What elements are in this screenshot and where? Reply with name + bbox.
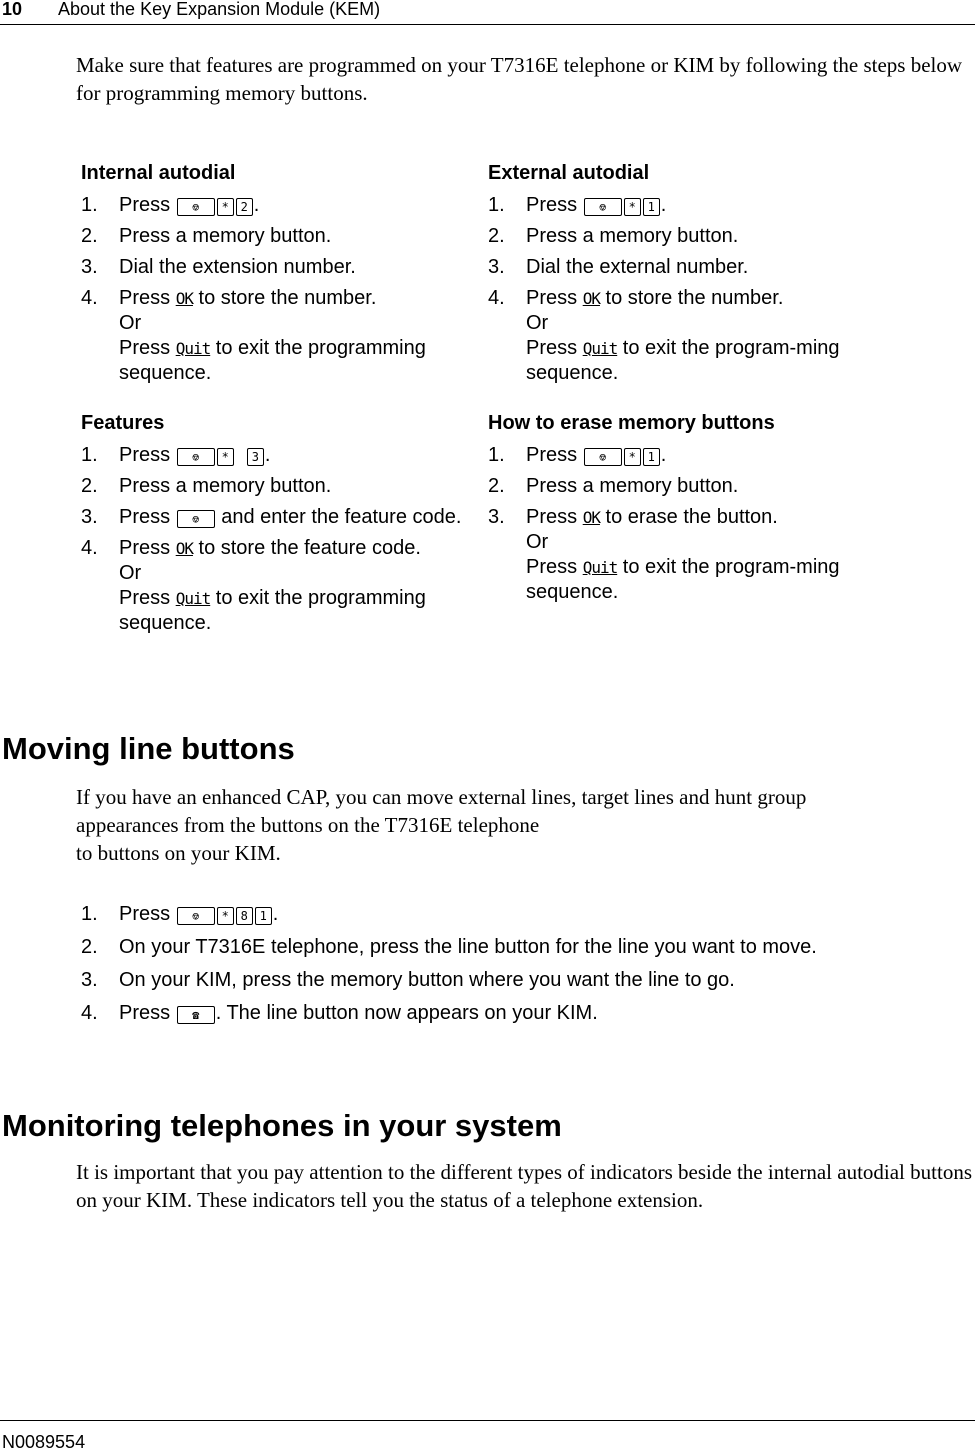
list-item: 2. Press a memory button. [81,475,332,497]
list-item: 4. Press OK to store the number. Or Press Quit to exit the programming sequence. [81,287,426,384]
external-autodial-section [488,162,858,392]
list-item: 1. Press ⎊ * 1 . [488,194,667,216]
quit-softkey-icon: Quit [582,558,618,577]
internal-autodial-steps [81,193,473,386]
star-key-icon: * [624,198,641,216]
feature-key-icon: ⎊ [177,198,215,216]
moving-steps [81,902,861,1026]
quit-softkey-icon: Quit [175,589,211,608]
list-item: 3. Press ⎊ and enter the feature code. [81,506,462,528]
external-autodial-steps [488,193,858,386]
moving-paragraph-line: to buttons on your KIM. [76,841,281,865]
one-key-icon: 1 [643,198,660,216]
quit-softkey-icon: Quit [175,339,211,358]
feature-key-icon: ⎊ [177,510,215,528]
list-item: 3. On your KIM, press the memory button where you want the line to go. [81,969,735,991]
moving-line-buttons-heading: Moving line buttons [2,731,295,766]
list-item: 2. On your T7316E telephone, press the line button for the line you want to move. [81,936,817,958]
star-key-icon: * [217,198,234,216]
feature-key-icon: ⎊ [177,907,215,925]
star-key-icon: * [624,448,641,466]
feature-key-icon: ⎊ [584,448,622,466]
moving-paragraph-line: If you have an enhanced CAP, you can move external lines, target lines and hunt group [76,785,807,809]
features-title: Features [81,412,165,434]
list-item: 2. Press a memory button. [488,475,739,497]
erase-memory-title: How to erase memory buttons [488,412,775,434]
intro-paragraph: Make sure that features are programmed on your T7316E telephone or KIM by following the steps below for programming memory buttons. [76,53,963,105]
moving-paragraph-line: appearances from the buttons on the T7316E telephone [76,813,540,837]
erase-memory-section [488,412,858,611]
external-autodial-title: External autodial [488,162,650,184]
features-steps [81,443,473,636]
page-header [0,0,975,25]
three-key-icon: 3 [247,448,264,466]
one-key-icon: 1 [643,448,660,466]
two-key-icon: 2 [236,198,253,216]
star-key-icon: * [217,907,234,925]
running-title: About the Key Expansion Module (KEM) [58,0,381,19]
list-item: 4. Press ☎ . The line button now appears on your KIM. [81,1002,598,1024]
list-item: 1. Press ⎊ * 1 . [488,444,667,466]
ok-softkey-icon: OK [175,539,193,558]
monitoring-heading: Monitoring telephones in your system [2,1108,562,1143]
page-number: 10 [2,0,23,19]
list-item: 3. Dial the extension number. [81,256,356,278]
monitoring-paragraph: It is important that you pay attention to the different types of indicators beside the internal autodial buttons on your KIM. These indicators tell you the status of a telephone extension. [76,1160,972,1212]
list-item: 3. Press OK to erase the button. Or Press Quit to exit the program-ming sequence. [488,506,840,603]
feature-key-icon: ⎊ [584,198,622,216]
list-item: 4. Press OK to store the feature code. Or Press Quit to exit the programming sequence. [81,537,426,634]
one-key-icon: 1 [255,907,272,925]
feature-key-icon: ⎊ [177,448,215,466]
list-item: 1. Press ⎊ * 8 1 . [81,903,279,925]
list-item: 1. Press ⎊ * 3 . [81,444,271,466]
ok-softkey-icon: OK [582,508,600,527]
eight-key-icon: 8 [236,907,253,925]
list-item: 1. Press ⎊ * 2 . [81,194,260,216]
release-key-icon: ☎ [177,1006,215,1024]
erase-memory-steps [488,443,858,605]
internal-autodial-title: Internal autodial [81,162,236,184]
star-key-icon: * [217,448,234,466]
features-section [81,412,473,642]
footer-rule [0,1420,975,1421]
quit-softkey-icon: Quit [582,339,618,358]
moving-paragraph [76,783,956,867]
ok-softkey-icon: OK [582,289,600,308]
document-id: N0089554 [2,1432,86,1452]
list-item: 3. Dial the external number. [488,256,749,278]
internal-autodial-section [81,162,473,392]
list-item: 2. Press a memory button. [81,225,332,247]
moving-steps-section [81,902,861,1032]
list-item: 2. Press a memory button. [488,225,739,247]
list-item: 4. Press OK to store the number. Or Press Quit to exit the program-ming sequence. [488,287,840,384]
ok-softkey-icon: OK [175,289,193,308]
